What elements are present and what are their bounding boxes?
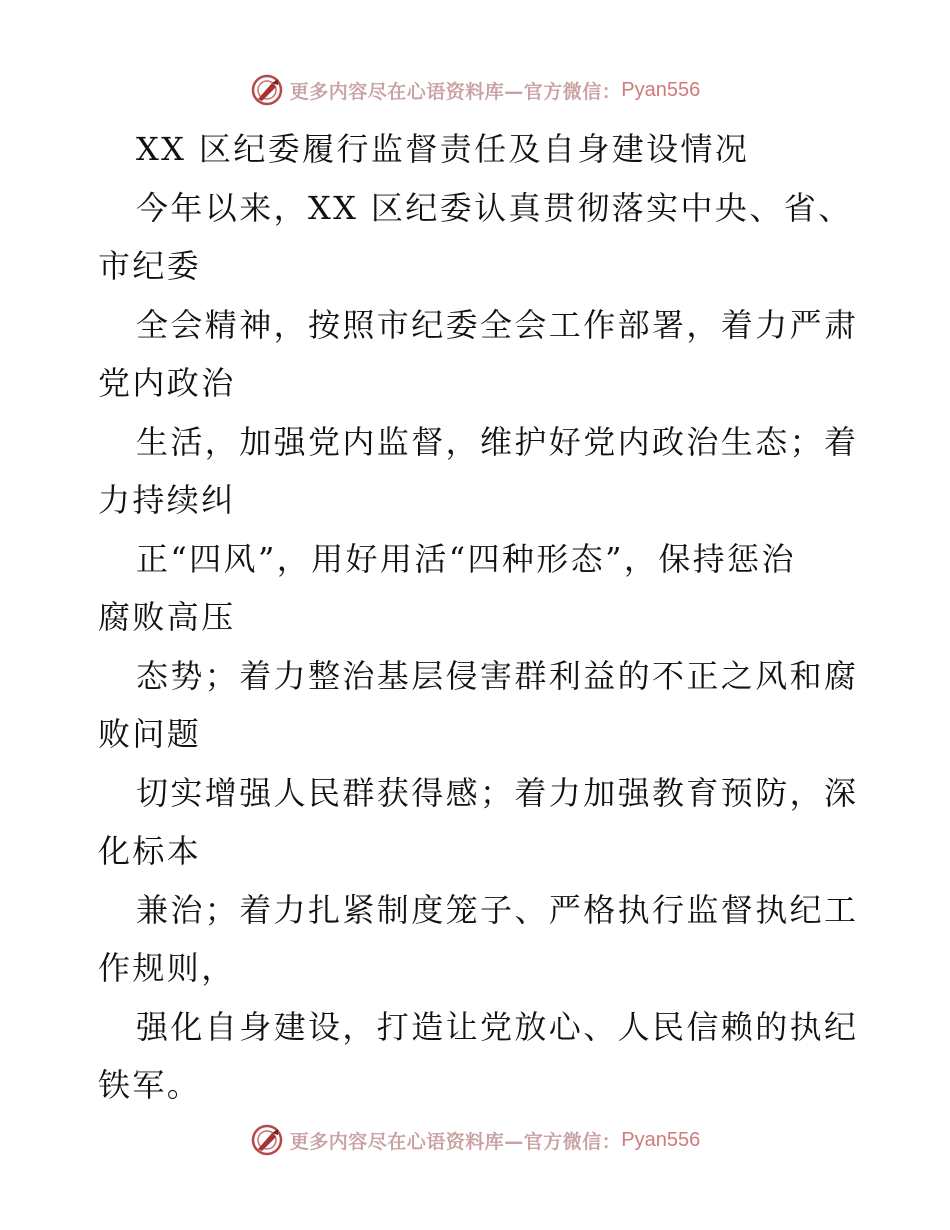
- paragraph-line: 腐败高压: [98, 598, 236, 636]
- paragraph-line: 党内政治: [98, 364, 236, 402]
- document-body: [98, 120, 858, 1115]
- paragraph-line: 态势；着力整治基层侵害群利益的不正之风和腐: [136, 656, 859, 695]
- paragraph-line: 作规则，: [98, 949, 236, 987]
- paragraph-line: 败问题: [98, 715, 202, 753]
- paragraph-line: 切实增强人民群获得感；着力加强教育预防，深: [136, 773, 859, 812]
- paragraph-line: 今年以来，XX 区纪委认真贯彻落实中央、省、: [136, 188, 853, 227]
- document-title: XX 区纪委履行监督责任及自身建设情况: [136, 130, 750, 168]
- watermark-wechat-id: Pyan556: [621, 1128, 701, 1151]
- pen-nib-seal-icon: [250, 1123, 284, 1157]
- paragraph-line: 力持续纠: [98, 481, 236, 519]
- paragraph-line: 生活，加强党内监督，维护好党内政治生态；着: [136, 422, 859, 461]
- watermark-text: 更多内容尽在心语资料库—官方微信：: [289, 80, 622, 103]
- watermark-text: 更多内容尽在心语资料库—官方微信：: [289, 1130, 622, 1153]
- paragraph-line: 市纪委: [98, 247, 202, 285]
- paragraph-line: 全会精神，按照市纪委全会工作部署，着力严肃: [136, 305, 859, 344]
- paragraph-line: 化标本: [98, 832, 202, 870]
- footer-watermark: [0, 1120, 950, 1160]
- watermark-wechat-id: Pyan556: [621, 78, 701, 101]
- paragraph-line: 正“四风”，用好用活“四种形态”，保持惩治: [136, 539, 796, 578]
- paragraph-line: 强化自身建设，打造让党放心、人民信赖的执纪: [136, 1007, 859, 1046]
- header-watermark: [0, 70, 950, 110]
- paragraph-line: 兼治；着力扎紧制度笼子、严格执行监督执纪工: [136, 890, 859, 929]
- paragraph-line: 铁军。: [98, 1066, 202, 1104]
- pen-nib-seal-icon: [250, 73, 284, 107]
